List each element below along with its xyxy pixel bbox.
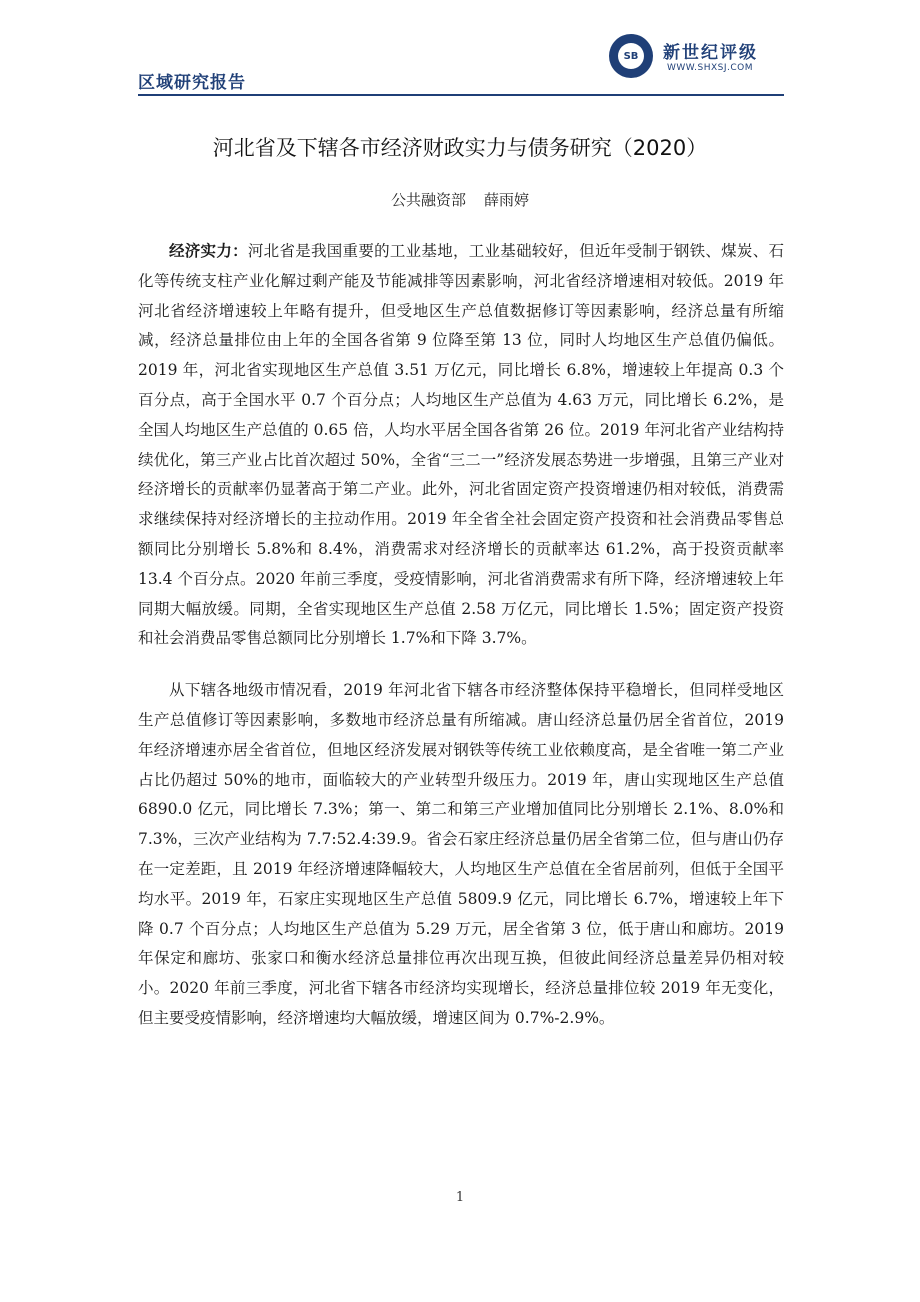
logo-url: WWW.SHXSJ.COM — [667, 63, 754, 73]
paragraph-economic-strength — [138, 236, 784, 654]
company-logo — [609, 32, 784, 84]
logo-seal-mark: SB — [618, 43, 644, 69]
logo-seal-icon — [609, 34, 653, 78]
paragraph-text: 从下辖各地级市情况看，2019 年河北省下辖各市经济整体保持平稳增长，但同样受地区生产总值修订等因素影响，多数地市经济总量有所缩减。唐山经济总量仍居全省首位，2019 年经济增速亦居全省首位，但地区经济发展对钢铁等传统工业依赖度高，是全省唯一第二产业占比仍超过 50%的地市，面临较大的产业转型升级压力。2019 年，唐山实现地区生产总值 6890.0 亿元，同比增长 7.3%；第一、第二和第三产业增加值同比分别增长 2.1%、8.0%和 7.3%，三次产业结构为 7.7:52.4:39.9。省会石家庄经济总量仍居全省第二位，但与唐山仍存在一定差距，且 2019 年经济增速降幅较大，人均地区生产总值在全省居前列，但低于全国平均水平。2019 年，石家庄实现地区生产总值 5809.9 亿元，同比增长 6.7%，增速较上年下降 0.7 个百分点；人均地区生产总值为 5.29 万元，居全省第 3 位，低于唐山和廊坊。2019 年保定和廊坊、张家口和衡水经济总量排位再次出现互换，但彼此间经济总量差异仍相对较小。2020 年前三季度，河北省下辖各市经济均实现增长，经济总量排位较 2019 年无变化，但主要受疫情影响，经济增速均大幅放缓，增速区间为 0.7%-2.9%。 — [138, 681, 784, 1027]
page-number: 1 — [455, 1190, 465, 1205]
authors-line — [0, 189, 920, 210]
document-body — [138, 236, 784, 1034]
logo-name: 新世纪评级 — [663, 43, 758, 63]
paragraph-prefecture-cities — [138, 676, 784, 1034]
report-type-label: 区域研究报告 — [138, 73, 246, 93]
author-department: 公共融资部 — [390, 191, 466, 209]
author-name: 薛雨婷 — [484, 191, 530, 209]
paragraph-lead: 经济实力： — [169, 241, 248, 260]
paragraph-text: 河北省是我国重要的工业基地，工业基础较好，但近年受制于钢铁、煤炭、石化等传统支柱产业化解过剩产能及节能减排等因素影响，河北省经济增速相对较低。2019 年河北省经济增速较上年略有提升，但受地区生产总值数据修订等因素影响，经济总量有所缩减，经济总量排位由上年的全国各省第 9 位降至第 13 位，同时人均地区生产总值仍偏低。2019 年，河北省实现地区生产总值 3.51 万亿元，同比增长 6.8%，增速较上年提高 0.3 个百分点，高于全国水平 0.7 个百分点；人均地区生产总值为 4.63 万元，同比增长 6.2%，是全国人均地区生产总值的 0.65 倍，人均水平居全国各省第 26 位。2019 年河北省产业结构持续优化，第三产业占比首次超过 50%，全省“三二一”经济发展态势进一步增强，且第三产业对经济增长的贡献率仍显著高于第二产业。此外，河北省固定资产投资增速仍相对较低，消费需求继续保持对经济增长的主拉动作用。2019 年全省全社会固定资产投资和社会消费品零售总额同比分别增长 5.8%和 8.4%，消费需求对经济增长的贡献率达 61.2%，高于投资贡献率 13.4 个百分点。2020 年前三季度，受疫情影响，河北省消费需求有所下降，经济增速较上年同期大幅放缓。同期，全省实现地区生产总值 2.58 万亿元，同比增长 1.5%；固定资产投资和社会消费品零售总额同比分别增长 1.7%和下降 3.7%。 — [138, 242, 784, 648]
document-title: 河北省及下辖各市经济财政实力与债务研究（2020） — [212, 136, 708, 160]
page-header — [138, 30, 784, 96]
